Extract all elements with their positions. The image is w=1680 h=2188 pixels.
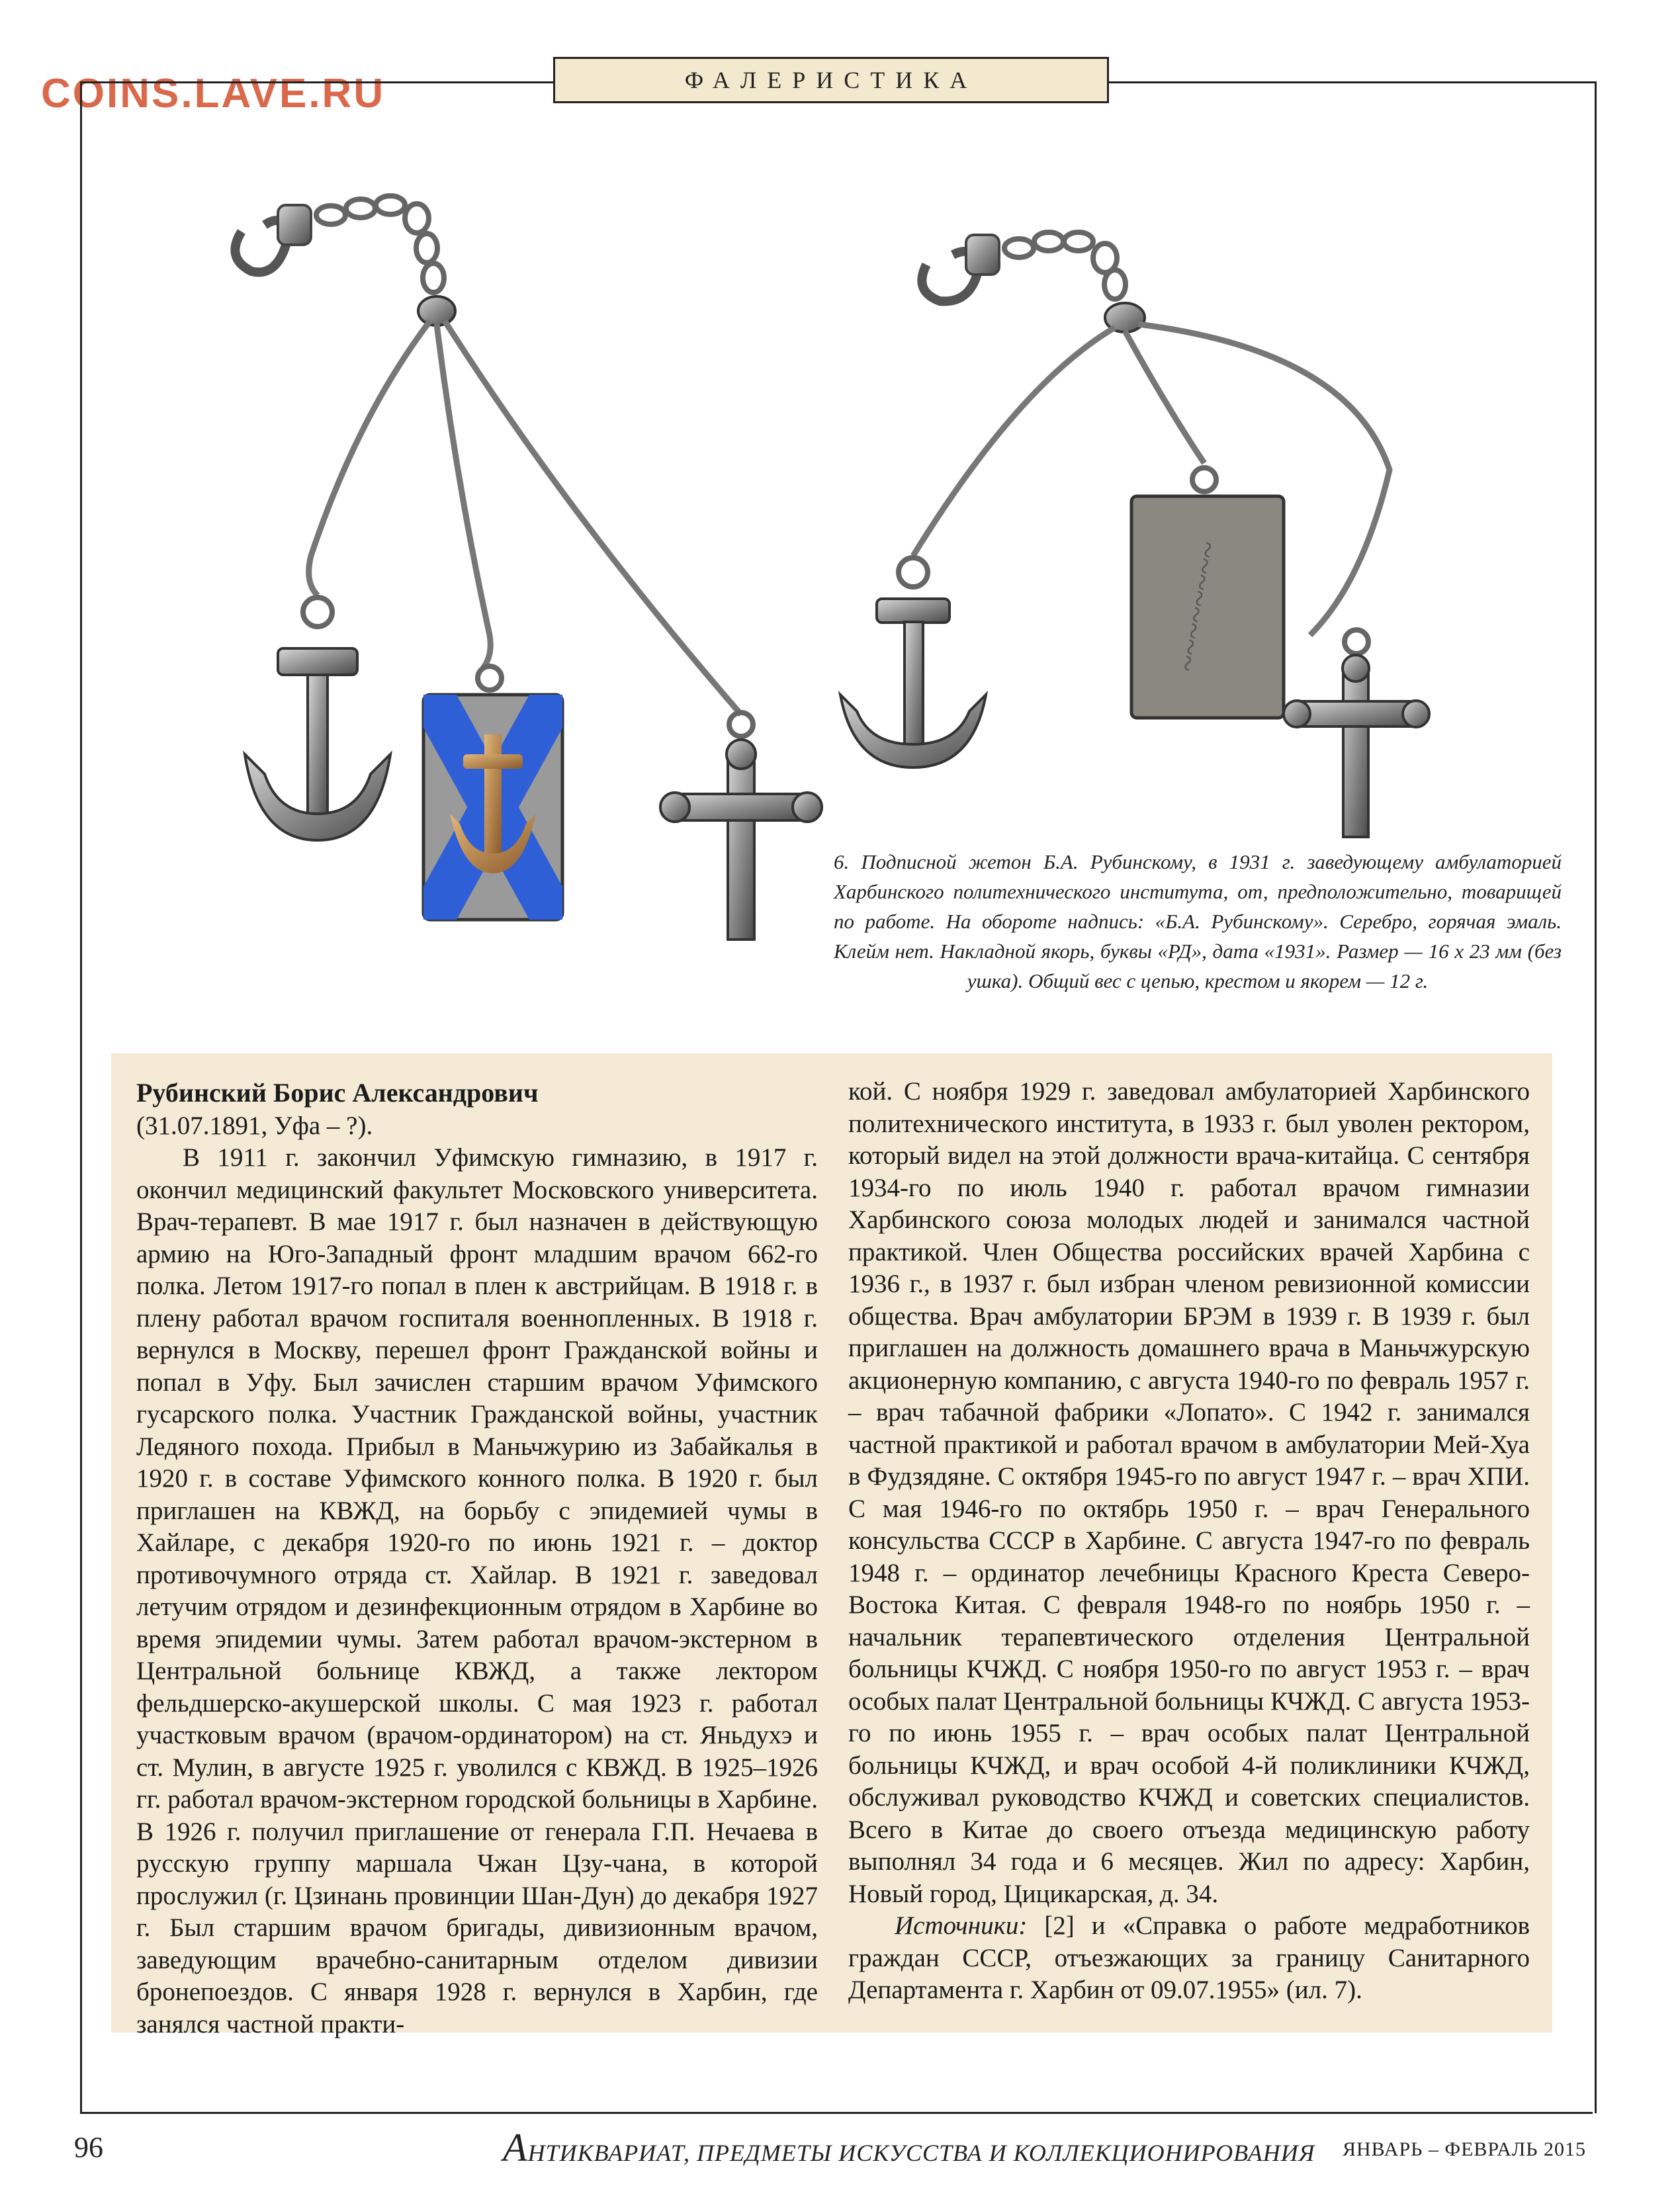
photo-caption: 6. Подписной жетон Б.А. Рубинскому, в 1931 г. заведующему амбулаторией Харбинского политехнического института, от, предположительно, товарищей по работе. На обороте надпись: «Б.А. Рубинскому». Серебро, горячая эмаль. Клейм нет. Накладной якорь, буквы «РД», дата «1931». Размер — 16 х 23 мм (без ушка). Общий вес с цепью, крестом и якорем — 12 г.: [834, 850, 1562, 992]
footer-rule: [80, 2112, 1593, 2114]
page-number: 96: [74, 2131, 103, 2164]
person-dates: (31.07.1891, Уфа – ?).: [136, 1111, 373, 1140]
svg-text:~~~~~~~~: ~~~~~~~~: [1169, 539, 1226, 675]
person-name: Рубинский Борис Александрович: [136, 1078, 539, 1108]
right-fob: [840, 232, 1429, 837]
right-anchor: [840, 558, 986, 767]
right-token: [1131, 468, 1284, 718]
magazine-title-rest: НТИКВАРИАТ, ПРЕДМЕТЫ ИСКУССТВА И КОЛЛЕКЦИОНИРОВАНИЯ: [527, 2140, 1315, 2166]
left-anchor: [245, 597, 390, 840]
article-column-right: [848, 1076, 1530, 2007]
biography-part-2: кой. С ноября 1929 г. заведовал амбулаторией Харбинского политехнического института, в 1933 г. был уволен ректором, который видел на этой должности врача-китайца. С сентября 1934-го по июль 1940 г. работал врачом гимназии Харбинского союза молодых людей и занимался частной практикой. Член Общества российских врачей Харбина с 1936 г., в 1937 г. был избран членом ревизионной комиссии общества. Врач амбулатории БРЭМ в 1939 г. В 1939 г. был приглашен на должность домашнего врача в Маньчжурскую акционерную компанию, с августа 1940-го по февраль 1957 г. – врач табачной фабрики «Лопато». С 1942 г. занимался частной практикой и работал врачом в амбулатории Мей-Хуа в Фудзядяне. С октября 1945-го по август 1947 г. – врач ХПИ. С мая 1946-го по октябрь 1950 г. – врач Генерального консульства СССР в Харбине. С августа 1947-го по февраль 1948 г. – ординатор лечебницы Красного Креста Северо-Востока Китая. С февраля 1948-го по ноябрь 1950 г. – начальник терапевтического отделения Центральной больницы КЧЖД. С ноября 1950-го по август 1953 г. – врач особых палат Центральной больницы КЧЖД. С августа 1953-го по июнь 1955 г. – врач особых палат Центральной больницы КЧЖД, и врач особой 4-й поликлиники КЧЖД, обслуживал руководство КЧЖД и советских специалистов. Всего в Китае до своего отъезда медицинскую работу выполнял 34 года и 6 месяцев. Жил по адресу: Харбин, Новый город, Цицикарская, д. 34.: [848, 1077, 1530, 1908]
section-header: ФАЛЕРИСТИКА: [553, 57, 1109, 103]
magazine-initial: А: [503, 2126, 528, 2169]
watermark-text: COINS.LAVE.RU: [41, 71, 386, 116]
left-token: [423, 666, 562, 920]
left-fob: [235, 196, 822, 940]
sources-text: [2] и «Справка о работе медработников граждан СССР, отъезжающих за границу Санитарного Департамента г. Харбин от 09.07.1955» (ил. 7).: [848, 1911, 1530, 2004]
issue-date: ЯНВАРЬ – ФЕВРАЛЬ 2015: [1343, 2138, 1586, 2160]
biography-part-1: В 1911 г. закончил Уфимскую гимназию, в 1917 г. окончил медицинский факультет Московского университета. Врач-терапевт. В мае 1917 г. был назначен в действующую армию на Юго-Западный фронт младшим врачом 662-го полка. Летом 1917-го попал в плен к австрийцам. В 1918 г. в плену работал врачом госпиталя военнопленных. В 1918 г. вернулся в Москву, перешел фронт Гражданской войны и попал в Уфу. Был зачислен старшим врачом Уфимского гусарского полка. Участник Гражданской войны, участник Ледяного похода. Прибыл в Маньчжурию из Забайкалья в 1920 г. в составе Уфимского конного полка. В 1920 г. был приглашен на КВЖД, на борьбу с эпидемией чумы в Хайларе, с декабря 1920-го по июнь 1921 г. – доктор противочумного отряда ст. Хайлар. В 1921 г. заведовал летучим отрядом и дезинфекционным отрядом в Харбине во время эпидемии чумы. Затем работал врачом-экстерном в Центральной больнице КВЖД, а также лектором фельдшерско-акушерской школы. С мая 1923 г. работал участковым врачом (врачом-ординатором) на ст. Яньдухэ и ст. Мулин, в августе 1925 г. уволился с КВЖД. В 1925–1926 гг. работал врачом-экстерном городской больницы в Харбине. В 1926 г. получил приглашение от генерала Г.П. Нечаева в русскую группу маршала Чжан Цзу-чана, в которой прослужил (г. Цзинань провинции Шан-Дун) до декабря 1927 г. Был старшим врачом бригады, дивизионным врачом, заведующим врачебно-санитарным отделом дивизии бронепоездов. С января 1928 г. вернулся в Харбин, где занялся частной практи-: [136, 1143, 818, 2038]
article-column-left: [136, 1077, 818, 2040]
sources-label: Источники:: [895, 1911, 1028, 1940]
magazine-title: [503, 2125, 1315, 2171]
right-cross: [1284, 630, 1429, 837]
left-cross: [660, 713, 822, 940]
